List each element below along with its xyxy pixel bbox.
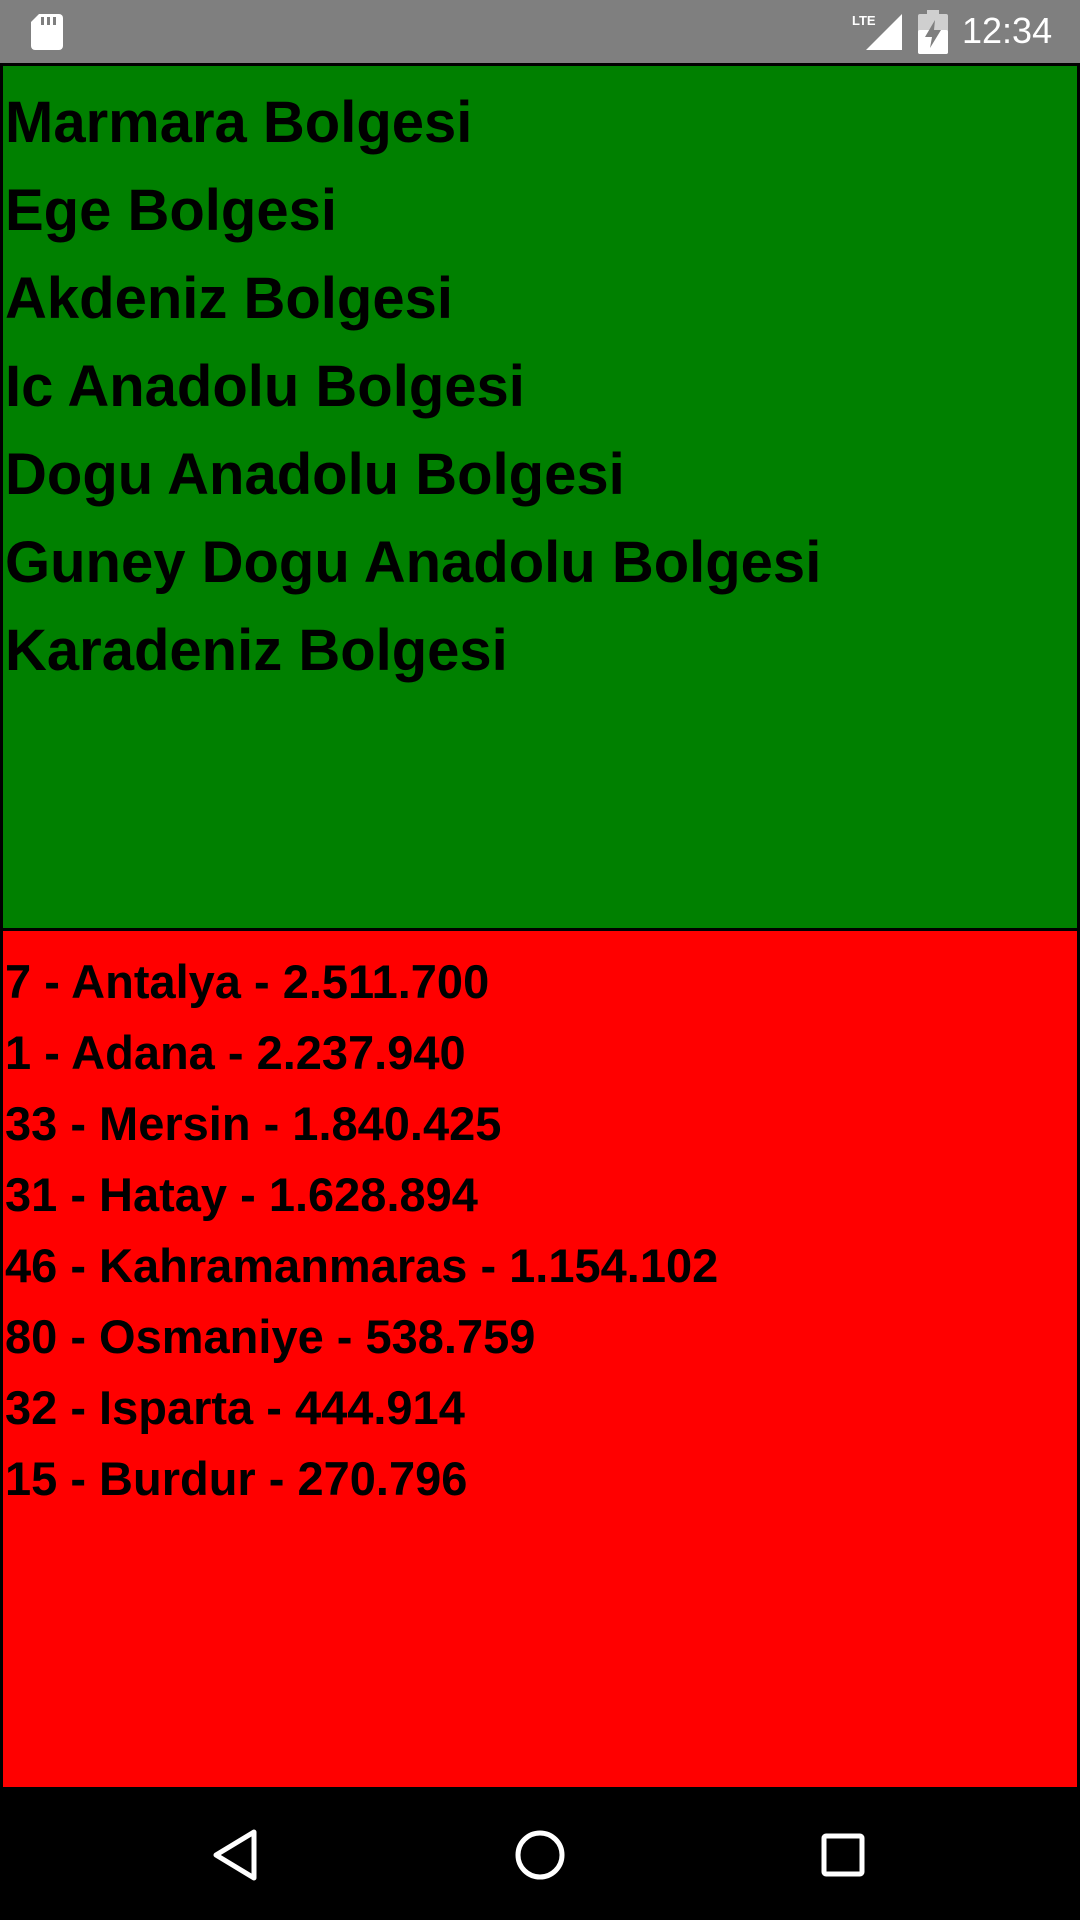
region-item[interactable]: Ege Bolgesi	[5, 178, 337, 243]
sd-card-icon	[31, 14, 63, 50]
city-item[interactable]: 32 - Isparta - 444.914	[5, 1381, 465, 1434]
region-item[interactable]: Ic Anadolu Bolgesi	[5, 354, 525, 419]
regions-list	[0, 63, 1080, 931]
battery-charging-icon	[918, 10, 948, 54]
status-bar	[0, 0, 1080, 63]
city-item[interactable]: 46 - Kahramanmaras - 1.154.102	[5, 1239, 719, 1292]
city-item[interactable]: 31 - Hatay - 1.628.894	[5, 1168, 478, 1221]
region-item[interactable]: Akdeniz Bolgesi	[5, 266, 453, 331]
navigation-bar	[0, 1790, 1080, 1920]
city-item[interactable]: 7 - Antalya - 2.511.700	[5, 955, 490, 1008]
region-item[interactable]: Guney Dogu Anadolu Bolgesi	[5, 530, 822, 595]
lte-signal-icon	[852, 12, 904, 52]
city-item[interactable]: 1 - Adana - 2.237.940	[5, 1026, 466, 1079]
home-icon[interactable]	[500, 1820, 580, 1890]
back-icon[interactable]	[196, 1820, 276, 1890]
city-item[interactable]: 15 - Burdur - 270.796	[5, 1452, 468, 1505]
region-item[interactable]: Karadeniz Bolgesi	[5, 618, 508, 683]
cities-list	[0, 928, 1080, 1790]
city-item[interactable]: 33 - Mersin - 1.840.425	[5, 1097, 502, 1150]
network-type-label: LTE	[852, 13, 876, 28]
city-item[interactable]: 80 - Osmaniye - 538.759	[5, 1310, 536, 1363]
status-time: 12:34	[962, 10, 1053, 51]
region-item[interactable]: Dogu Anadolu Bolgesi	[5, 442, 625, 507]
recent-apps-icon[interactable]	[803, 1820, 883, 1890]
region-item[interactable]: Marmara Bolgesi	[5, 90, 473, 155]
